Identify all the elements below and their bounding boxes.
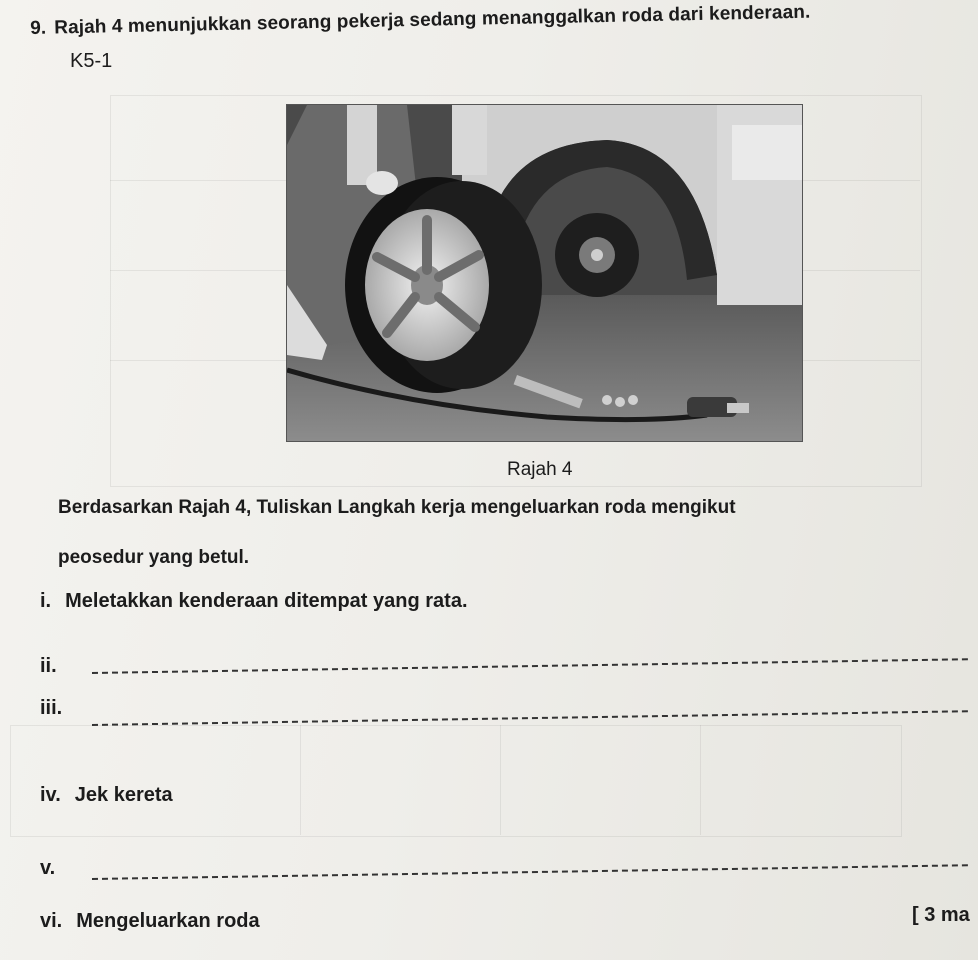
step-text: Jek kereta bbox=[74, 784, 173, 806]
answer-line-iii[interactable] bbox=[92, 710, 968, 726]
question-body: Rajah 4 menunjukkan seorang pekerja sedang menanggalkan roda dari kenderaan. bbox=[54, 1, 811, 39]
step-iii bbox=[40, 697, 76, 720]
show-through-rule bbox=[500, 725, 501, 835]
step-number: iv. bbox=[40, 784, 61, 806]
step-vi bbox=[40, 910, 260, 933]
marks-allocation: [ 3 ma bbox=[912, 904, 970, 926]
instruction-line-2: peosedur yang betul. bbox=[58, 547, 250, 568]
step-number: i. bbox=[40, 590, 52, 612]
step-i bbox=[40, 590, 468, 613]
show-through-table bbox=[10, 725, 902, 837]
answer-line-ii[interactable] bbox=[92, 658, 968, 674]
tire-removal-photo bbox=[286, 104, 803, 442]
step-v bbox=[40, 857, 69, 880]
show-through-rule bbox=[300, 725, 301, 835]
answer-line-v[interactable] bbox=[92, 864, 968, 880]
show-through-rule bbox=[700, 725, 701, 835]
step-iv bbox=[40, 784, 173, 807]
step-text: Meletakkan kenderaan ditempat yang rata. bbox=[65, 590, 468, 612]
step-number: ii. bbox=[40, 655, 57, 677]
question-number: 9. bbox=[30, 17, 47, 39]
figure-caption: Rajah 4 bbox=[507, 459, 573, 480]
step-text: Mengeluarkan roda bbox=[76, 910, 260, 932]
step-number: v. bbox=[40, 857, 56, 879]
instruction-line-1: Berdasarkan Rajah 4, Tuliskan Langkah kerja mengeluarkan roda mengikut bbox=[58, 497, 736, 518]
question-code: K5-1 bbox=[70, 50, 113, 72]
step-ii bbox=[40, 655, 71, 678]
question-text bbox=[30, 2, 811, 40]
step-number: vi. bbox=[40, 910, 63, 932]
step-number: iii. bbox=[40, 697, 63, 719]
